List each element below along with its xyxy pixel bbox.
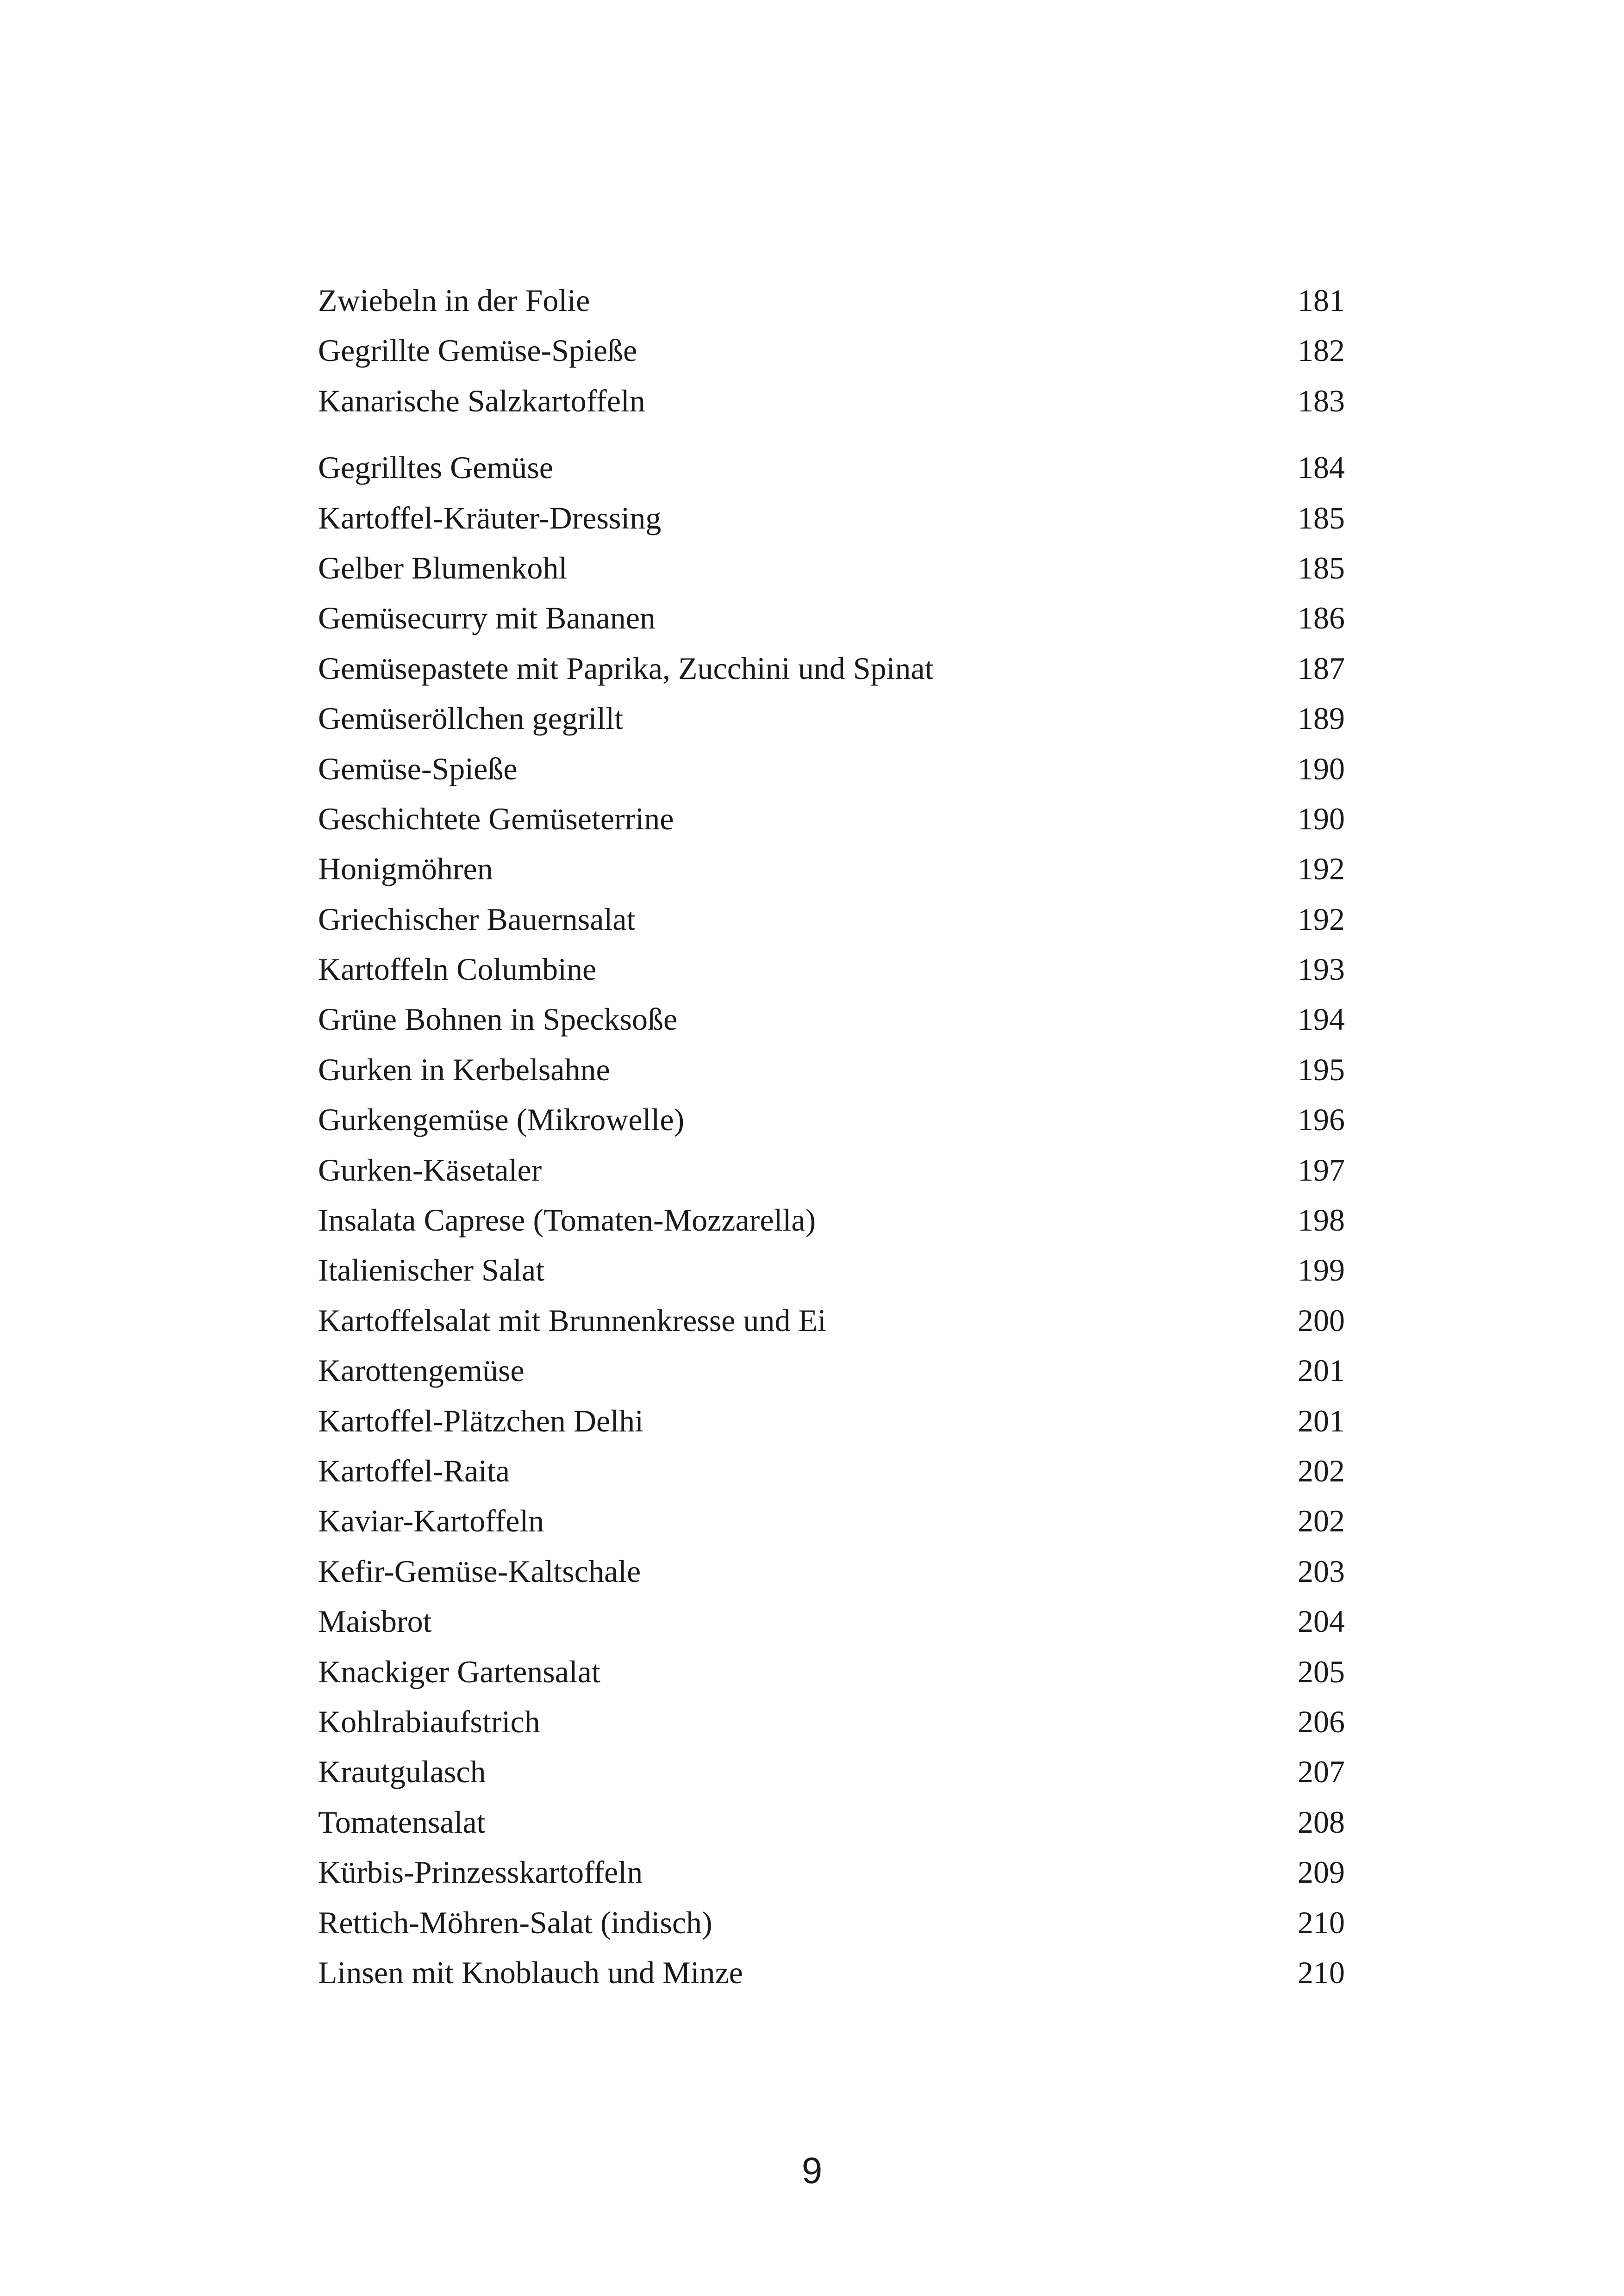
toc-entry — [318, 275, 1345, 325]
toc-entry-title: Knackiger Gartensalat — [318, 1654, 600, 1689]
toc-entry-page: 206 — [1298, 1704, 1345, 1739]
toc-entry — [318, 325, 1345, 375]
toc-entry-title: Rettich-Möhren-Salat (indisch) — [318, 1904, 712, 1940]
toc-entry-page: 201 — [1298, 1353, 1345, 1388]
toc-entry — [318, 1295, 1345, 1345]
toc-entry-page: 185 — [1298, 500, 1345, 535]
toc-entry-title: Grüne Bohnen in Specksoße — [318, 1002, 678, 1037]
toc-entry — [318, 1596, 1345, 1646]
toc-entry-title: Gegrilltes Gemüse — [318, 450, 553, 485]
toc-entry-page: 209 — [1298, 1854, 1345, 1890]
toc-entry-title: Gemüseröllchen gegrillt — [318, 701, 624, 736]
toc-entry-title: Kohlrabiaufstrich — [318, 1704, 540, 1739]
toc-entry-page: 204 — [1298, 1604, 1345, 1639]
toc-entry-page: 192 — [1298, 851, 1345, 887]
toc-entry — [318, 593, 1345, 643]
toc-entry-page: 189 — [1298, 701, 1345, 736]
toc-entry-title: Kaviar-Kartoffeln — [318, 1503, 544, 1539]
toc-entry-page: 190 — [1298, 751, 1345, 786]
toc-entry-page: 208 — [1298, 1804, 1345, 1840]
toc-entry-title: Kartoffelsalat mit Brunnenkresse und Ei — [318, 1302, 826, 1338]
toc-entry-title: Gurken-Käsetaler — [318, 1152, 542, 1188]
toc-entry — [318, 1095, 1345, 1145]
toc-entry-page: 192 — [1298, 901, 1345, 937]
table-of-contents — [318, 275, 1345, 1997]
toc-entry-title: Honigmöhren — [318, 851, 493, 887]
toc-entry — [318, 693, 1345, 743]
toc-entry — [318, 643, 1345, 693]
toc-entry-page: 187 — [1298, 650, 1345, 686]
toc-entry — [318, 994, 1345, 1044]
toc-entry-page: 186 — [1298, 600, 1345, 636]
toc-entry — [318, 1446, 1345, 1496]
toc-entry — [318, 1647, 1345, 1697]
toc-entry-title: Gemüsecurry mit Bananen — [318, 600, 656, 636]
toc-entry — [318, 543, 1345, 593]
toc-entry — [318, 1898, 1345, 1948]
toc-entry-title: Kartoffel-Plätzchen Delhi — [318, 1403, 644, 1438]
toc-entry — [318, 1697, 1345, 1747]
toc-entry-page: 181 — [1298, 283, 1345, 318]
toc-entry — [318, 493, 1345, 543]
toc-entry-title: Linsen mit Knoblauch und Minze — [318, 1954, 743, 1990]
toc-entry-page: 197 — [1298, 1152, 1345, 1188]
toc-entry-title: Geschichtete Gemüseterrine — [318, 801, 674, 836]
toc-entry-title: Zwiebeln in der Folie — [318, 283, 590, 318]
toc-entry-page: 184 — [1298, 450, 1345, 485]
toc-entry-title: Tomatensalat — [318, 1804, 486, 1840]
toc-entry-title: Gurkengemüse (Mikrowelle) — [318, 1102, 685, 1138]
toc-entry-title: Italienischer Salat — [318, 1252, 545, 1288]
toc-entry — [318, 1546, 1345, 1596]
toc-entry — [318, 442, 1345, 492]
toc-entry — [318, 944, 1345, 994]
toc-entry-page: 202 — [1298, 1503, 1345, 1539]
toc-entry-title: Kürbis-Prinzesskartoffeln — [318, 1854, 643, 1890]
toc-entry — [318, 1045, 1345, 1095]
toc-entry-page: 201 — [1298, 1403, 1345, 1438]
toc-entry-page: 203 — [1298, 1553, 1345, 1589]
toc-entry-title: Kefir-Gemüse-Kaltschale — [318, 1553, 641, 1589]
toc-entry — [318, 1797, 1345, 1847]
toc-entry-title: Krautgulasch — [318, 1754, 486, 1790]
toc-entry — [318, 1747, 1345, 1797]
toc-entry — [318, 1145, 1345, 1195]
toc-entry-page: 185 — [1298, 550, 1345, 585]
toc-entry — [318, 1245, 1345, 1295]
toc-entry — [318, 1396, 1345, 1446]
toc-entry-page: 190 — [1298, 801, 1345, 836]
toc-entry-page: 198 — [1298, 1202, 1345, 1238]
toc-entry — [318, 1195, 1345, 1245]
toc-entry-page: 205 — [1298, 1654, 1345, 1689]
toc-entry-page: 210 — [1298, 1954, 1345, 1990]
toc-entry-title: Kanarische Salzkartoffeln — [318, 383, 645, 418]
toc-entry-page: 200 — [1298, 1302, 1345, 1338]
toc-entry-title: Griechischer Bauernsalat — [318, 901, 636, 937]
toc-entry-title: Karottengemüse — [318, 1353, 525, 1388]
toc-entry-title: Gelber Blumenkohl — [318, 550, 568, 585]
toc-entry-title: Gegrillte Gemüse-Spieße — [318, 333, 637, 368]
toc-entry — [318, 744, 1345, 794]
toc-entry-title: Gemüsepastete mit Paprika, Zucchini und Spinat — [318, 650, 934, 686]
toc-entry-page: 195 — [1298, 1052, 1345, 1087]
toc-entry-page: 194 — [1298, 1002, 1345, 1037]
toc-entry-title: Kartoffel-Raita — [318, 1453, 510, 1488]
toc-entry — [318, 1948, 1345, 1997]
toc-entry-page: 199 — [1298, 1252, 1345, 1288]
toc-entry — [318, 844, 1345, 894]
toc-entry-title: Gemüse-Spieße — [318, 751, 518, 786]
toc-entry-title: Kartoffeln Columbine — [318, 952, 597, 987]
toc-entry-page: 182 — [1298, 333, 1345, 368]
toc-entry-title: Kartoffel-Kräuter-Dressing — [318, 500, 662, 535]
toc-entry — [318, 794, 1345, 844]
toc-entry-title: Maisbrot — [318, 1604, 432, 1639]
toc-entry-page: 207 — [1298, 1754, 1345, 1790]
toc-entry-page: 193 — [1298, 952, 1345, 987]
page-number: 9 — [801, 2150, 823, 2191]
toc-entry — [318, 376, 1345, 426]
toc-entry — [318, 1496, 1345, 1546]
toc-entry-title: Insalata Caprese (Tomaten-Mozzarella) — [318, 1202, 816, 1238]
toc-entry — [318, 1345, 1345, 1395]
toc-entry — [318, 1847, 1345, 1897]
toc-entry-page: 183 — [1298, 383, 1345, 418]
toc-entry — [318, 894, 1345, 944]
toc-entry-title: Gurken in Kerbelsahne — [318, 1052, 610, 1087]
toc-entry-page: 202 — [1298, 1453, 1345, 1488]
toc-entry-page: 210 — [1298, 1904, 1345, 1940]
toc-entry-page: 196 — [1298, 1102, 1345, 1138]
